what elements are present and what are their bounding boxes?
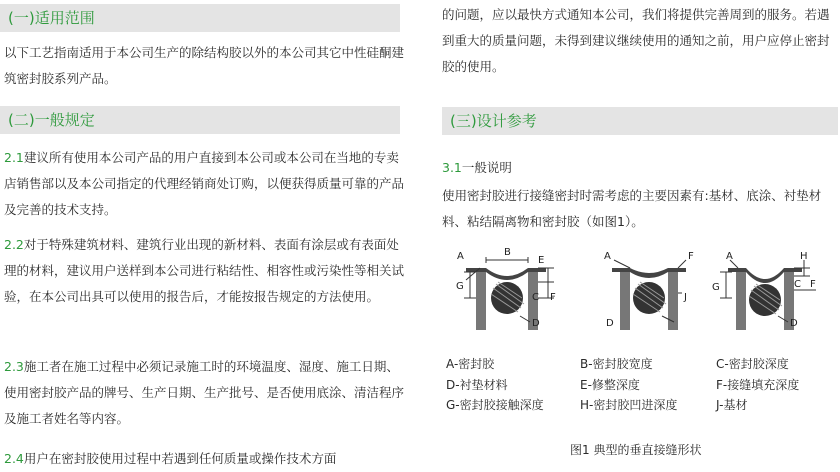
fig-label-g: G <box>712 282 720 293</box>
fig-label-a: A <box>457 251 464 262</box>
clause-2-1 <box>4 145 409 223</box>
legend-item: A-密封胶 <box>446 357 495 371</box>
figure-caption: 图1 典型的垂直接缝形状 <box>570 443 702 457</box>
legend-item: B-密封胶宽度 <box>580 357 653 371</box>
joint-figure-2 <box>604 251 694 330</box>
clause-number: 2.1 <box>4 150 24 165</box>
fig-label-d: D <box>606 318 614 329</box>
description-text: 使用密封胶进行接缝密封时需考虑的主要因素有:基材、底涂、衬垫材料、粘结隔离物和密封胶（如图1）。 <box>442 188 822 229</box>
legend-item: H-密封胶凹进深度 <box>580 398 678 412</box>
clause-text: 用户在密封胶使用过程中若遇到任何质量或操作技术方面 <box>23 451 337 466</box>
clause-number: 2.4 <box>4 451 24 466</box>
section-1-text: 以下工艺指南适用于本公司生产的除结构胶以外的本公司其它中性硅酮建筑密封胶系列产品。 <box>4 45 405 86</box>
fig-label-g: G <box>456 281 464 292</box>
legend-item: D-衬垫材料 <box>446 377 508 392</box>
section-1-title: (一)适用范围 <box>8 9 95 27</box>
clause-2-2 <box>4 232 409 310</box>
legend-item: F-接缝填充深度 <box>716 377 800 392</box>
clause-text: 建议所有使用本公司产品的用户直接到本公司或本公司在当地的专卖店销售部以及本公司指定的代理经销商处订购，以便获得质量可靠的产品及完善的技术支持。 <box>4 150 405 217</box>
legend-item: J-基材 <box>716 398 748 412</box>
clause-text: 施工者在施工过程中必须记录施工时的环境温度、湿度、施工日期、使用密封胶产品的牌号、生产日期、生产批号、是否使用底涂、清洁程序及施工者姓名等内容。 <box>4 359 405 426</box>
fig-label-c: C <box>794 279 801 290</box>
legend-item: E-修整深度 <box>580 377 640 392</box>
clause-number: 2.3 <box>4 359 24 374</box>
fig-label-d: D <box>790 318 798 329</box>
subsection-number: 3.1 <box>442 160 462 175</box>
joint-figure-3 <box>712 251 816 330</box>
section-1-header <box>0 4 400 32</box>
clause-number: 2.2 <box>4 237 24 252</box>
joint-figure-1 <box>456 247 556 330</box>
fig-label-a: A <box>726 251 733 262</box>
section-3-header <box>442 107 838 135</box>
clause-2-4 <box>4 446 409 472</box>
subsection-3-1 <box>442 155 838 181</box>
subsection-title: 一般说明 <box>461 160 512 175</box>
clause-2-3 <box>4 354 409 432</box>
continued-text: 的问题，应以最快方式通知本公司，我们将提供完善周到的服务。若遇到重大的质量问题，未得到建议继续使用的通知之前，用户应停止密封胶的使用。 <box>442 7 830 74</box>
substrate-left <box>476 268 486 330</box>
fig-label-e: E <box>538 255 545 266</box>
legend-item: C-密封胶深度 <box>716 357 789 371</box>
fig-label-f: F <box>688 251 694 262</box>
fig-label-d: D <box>532 318 540 329</box>
fig-label-c: C <box>532 292 539 303</box>
section-3-title: (三)设计参考 <box>450 112 537 130</box>
joint-diagram <box>438 238 840 338</box>
fig-label-f: F <box>810 279 816 290</box>
fig-label-f: F <box>550 292 556 303</box>
fig-label-h: H <box>800 251 808 262</box>
fig-label-j: J <box>684 292 687 303</box>
fig-label-a: A <box>604 251 611 262</box>
section-2-title: (二)一般规定 <box>8 111 95 129</box>
fig-label-b: B <box>504 247 511 258</box>
section-2-header <box>0 106 400 134</box>
figure-legend <box>446 354 840 418</box>
legend-item: G-密封胶接触深度 <box>446 398 544 412</box>
clause-text: 对于特殊建筑材料、建筑行业出现的新材料、表面有涂层或有表面处理的材料，建议用户送样到本公司进行粘结性、相容性或污染性等相关试验，在本公司出具可以使用的报告后，才能按报告规定的方法使用。 <box>4 237 405 304</box>
